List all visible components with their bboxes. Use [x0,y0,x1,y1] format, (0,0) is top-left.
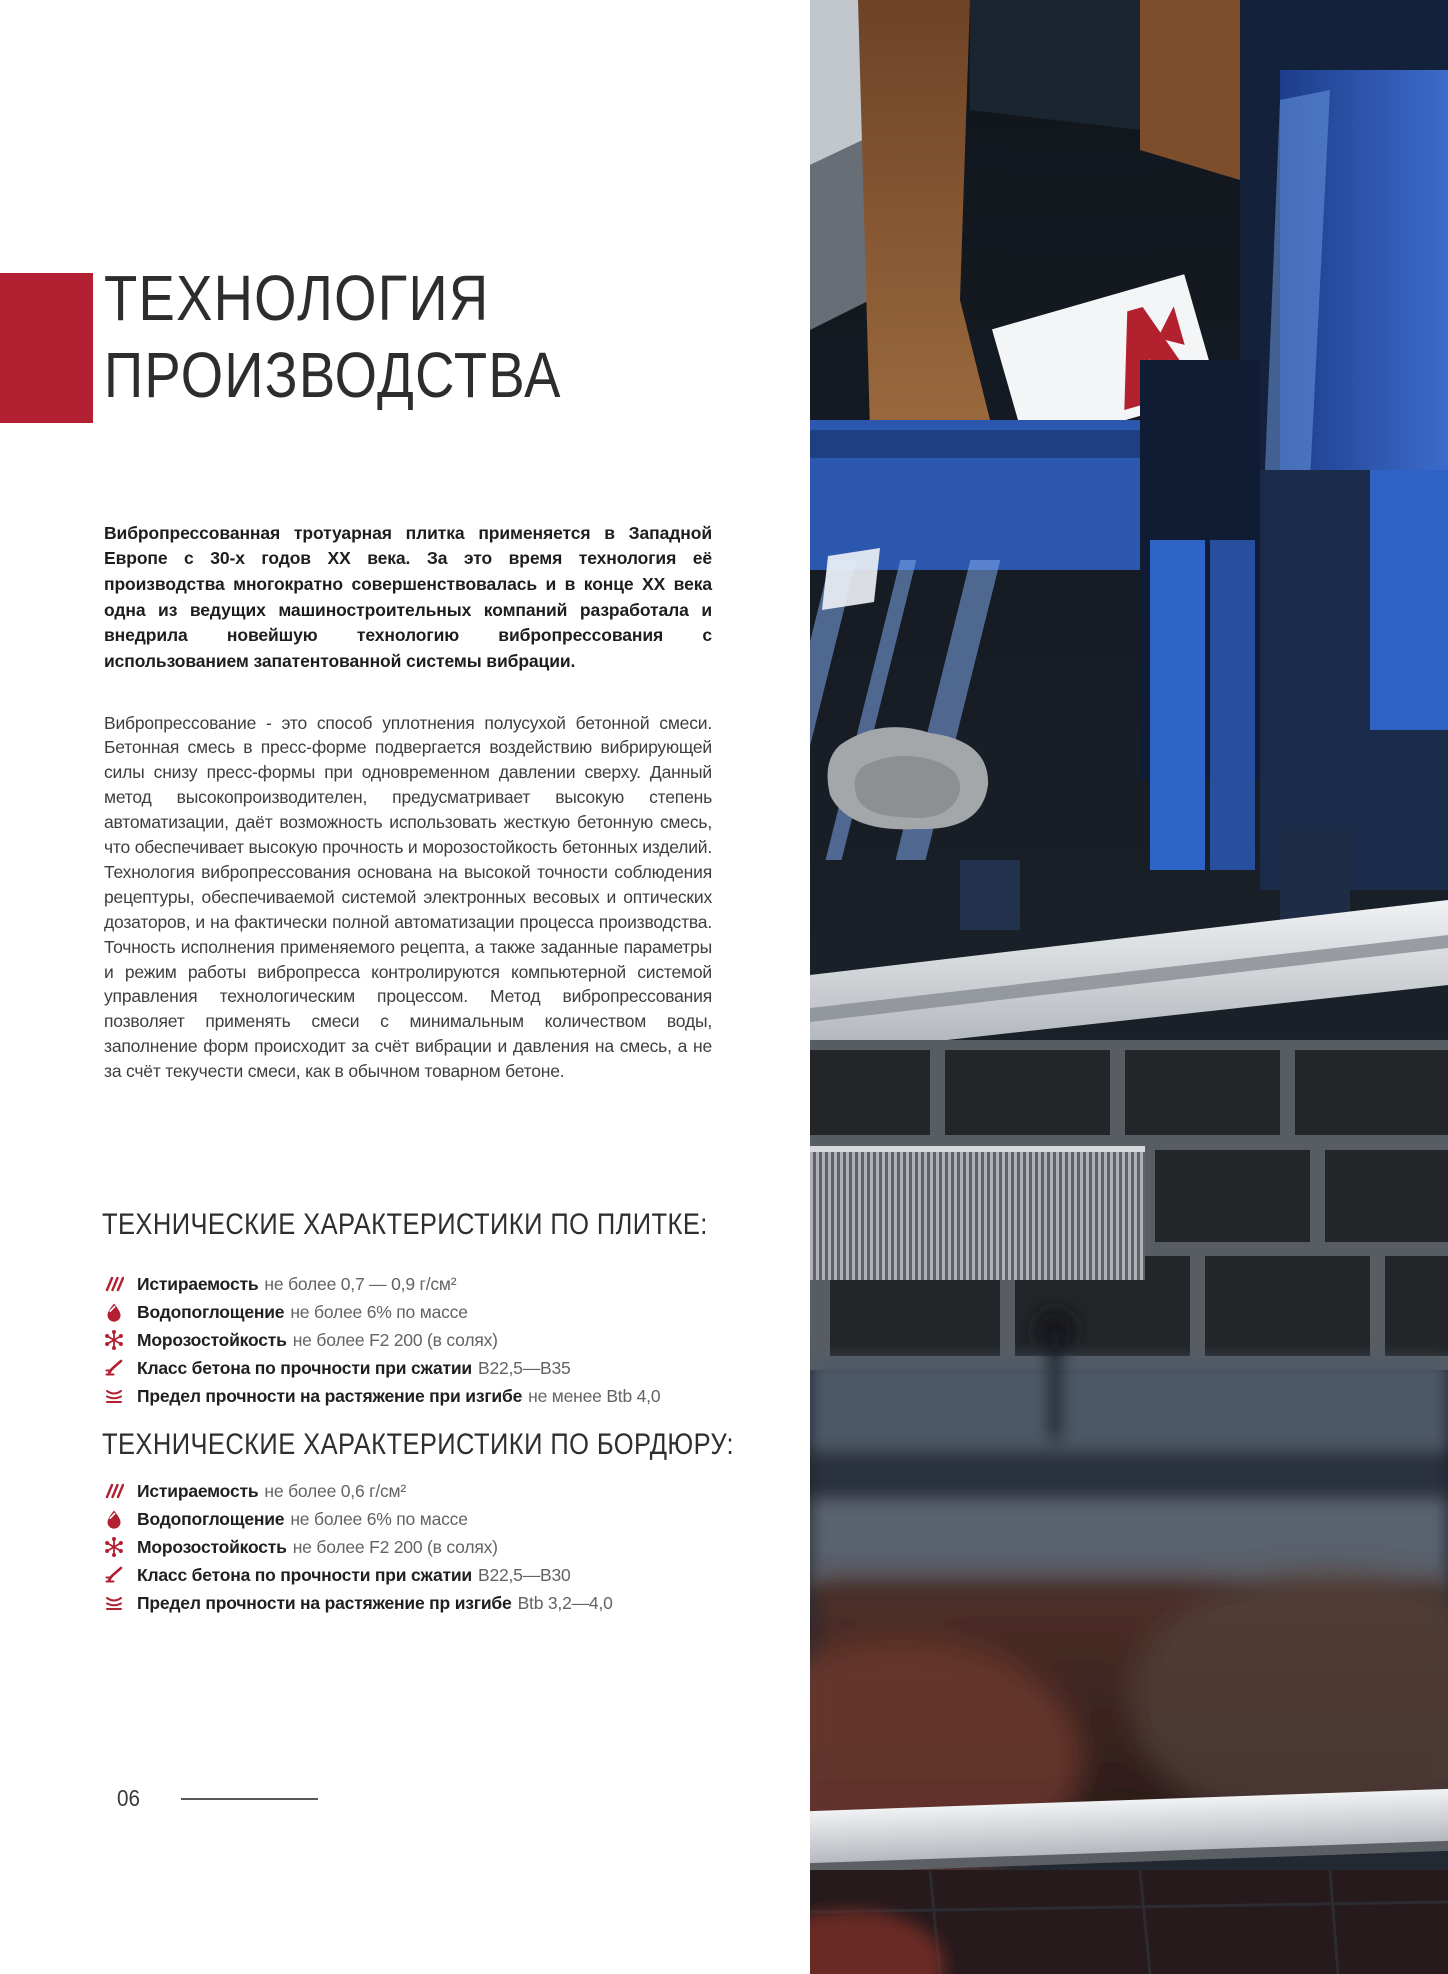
bending-icon [104,1386,124,1406]
spec-item [104,1505,613,1533]
abrasion-icon [104,1481,124,1501]
spec-label: Класс бетона по прочности при сжатии [137,1357,472,1378]
page-title-line1: ТЕХНОЛОГИЯ [104,262,490,334]
spec-value: Btb 3,2—4,0 [517,1592,613,1613]
press-icon [104,1358,124,1378]
spec-label: Класс бетона по прочности при сжатии [137,1564,472,1585]
spec-label: Предел прочности на растяжение при изгибе [137,1385,523,1406]
spec-value: не более F2 200 (в солях) [292,1536,498,1557]
spec-item [104,1533,613,1561]
abrasion-icon [104,1274,124,1294]
footer-rule [181,1798,318,1800]
spec-label: Истираемость [137,1273,259,1294]
section-heading-curbs: ТЕХНИЧЕСКИЕ ХАРАКТЕРИСТИКИ ПО БОРДЮРУ: [102,1428,735,1461]
spec-value: не более 0,7 — 0,9 г/см² [264,1273,457,1294]
machine-photo-graphic [810,0,1448,1974]
spec-label: Предел прочности на растяжение пр изгибе [137,1592,512,1613]
bending-icon [104,1593,124,1613]
spec-value: не менее Btb 4,0 [528,1385,661,1406]
spec-item [104,1270,660,1298]
spec-list-curbs [104,1477,613,1617]
press-icon [104,1565,124,1585]
spec-item [104,1589,613,1617]
spec-item [104,1561,613,1589]
spec-value: не более 6% по массе [290,1301,468,1322]
spec-item [104,1354,660,1382]
spec-item [104,1326,660,1354]
spec-value: не более 0,6 г/см² [264,1480,407,1501]
snowflake-icon [104,1330,124,1350]
body-paragraph: Вибропрессование - это способ уплотнения полусухой бетонной смеси. Бетонная смесь в пресс-форме подвергается воздействию вибрирующей силы снизу пресс-формы при одновременном давлении сверху. Данный метод высокопроизводителен, предусматривает высокую степень автоматизации, даёт возможность использовать жесткую бетонную смесь, что обеспечивает высокую прочность и морозостойкость бетонных изделий. Технология вибропрессования основана на высокой точности соблюдения рецептуры, обеспечиваемой системой электронных весовых и оптических дозаторов, и на фактически полной автоматизации процесса производства. Точность исполнения применяемого рецепта, а также заданные параметры и режим работы вибропресса контролируются компьютерной системой управления технологическим процессом. Метод вибропрессования позволяет применять смеси с минимальным количеством воды, заполнение форм происходит за счёт вибрации и давления на смесь, а не за счёт текучести смеси, как в обычном товарном бетоне. [104,712,713,1082]
spec-label: Водопоглощение [137,1508,285,1529]
spec-value: не более 6% по массе [290,1508,468,1529]
spec-label: Морозостойкость [137,1536,287,1557]
spec-label: Водопоглощение [137,1301,285,1322]
snowflake-icon [104,1537,124,1557]
intro-paragraph: Вибропрессованная тротуарная плитка применяется в Западной Европе с 30-х годов XX века. За это время технология её производства многократно совершенствовалась и в конце XX века одна из ведущих машиностроительных компаний разработала и внедрила новейшую технологию вибропрессования с использованием запатентованной системы вибрации. [104,522,712,672]
spec-value: не более F2 200 (в солях) [292,1329,498,1350]
spec-item [104,1382,660,1410]
spec-list-tiles [104,1270,660,1410]
page-title [104,260,562,414]
section-heading-tiles: ТЕХНИЧЕСКИЕ ХАРАКТЕРИСТИКИ ПО ПЛИТКЕ: [102,1208,708,1241]
spec-label: Морозостойкость [137,1329,287,1350]
red-accent-block [0,273,93,423]
spec-value: В22,5—В30 [477,1564,571,1585]
page-title-line2: ПРОИЗВОДСТВА [104,339,562,411]
spec-item [104,1298,660,1326]
spec-value: В22,5—В35 [477,1357,571,1378]
spec-label: Истираемость [137,1480,259,1501]
page-number: 06 [117,1785,141,1811]
water-drop-icon [104,1509,124,1529]
machine-photo [810,0,1448,1974]
spec-item [104,1477,613,1505]
water-drop-icon [104,1302,124,1322]
